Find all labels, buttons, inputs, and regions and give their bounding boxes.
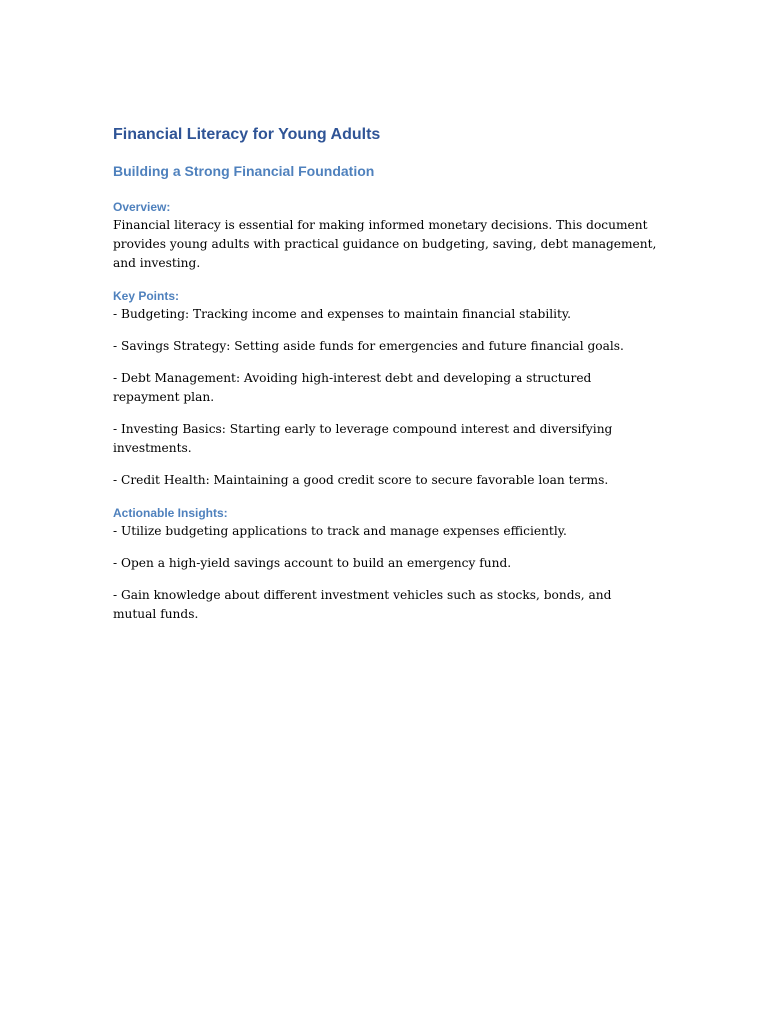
overview-text: Financial literacy is essential for making informed monetary decisions. This document provides young adults with practical guidance on budgeting, saving, debt management, and investing. — [113, 218, 657, 270]
insight-investment-vehicles: - Gain knowledge about different investment vehicles such as stocks, bonds, and mutual funds. — [113, 588, 612, 621]
key-point-debt-management: - Debt Management: Avoiding high-interest debt and developing a structured repayment plan. — [113, 371, 592, 404]
key-points-section — [113, 287, 658, 490]
key-point-budgeting: - Budgeting: Tracking income and expenses to maintain financial stability. — [113, 307, 572, 321]
key-point-investing-basics: - Investing Basics: Starting early to leverage compound interest and diversifying investments. — [113, 422, 613, 455]
actionable-insights-list — [113, 522, 658, 624]
key-points-heading: Key Points: — [113, 289, 180, 303]
document-page — [113, 124, 658, 624]
actionable-insights-heading: Actionable Insights: — [113, 506, 228, 520]
insight-savings-account: - Open a high-yield savings account to build an emergency fund. — [113, 556, 512, 570]
document-subtitle: Building a Strong Financial Foundation — [113, 163, 375, 179]
insight-budgeting-apps: - Utilize budgeting applications to track and manage expenses efficiently. — [113, 524, 567, 538]
actionable-insights-section — [113, 504, 658, 624]
key-point-credit-health: - Credit Health: Maintaining a good credit score to secure favorable loan terms. — [113, 473, 609, 487]
key-point-savings-strategy: - Savings Strategy: Setting aside funds for emergencies and future financial goals. — [113, 339, 624, 353]
document-title: Financial Literacy for Young Adults — [113, 126, 381, 143]
key-points-list — [113, 305, 658, 490]
overview-section — [113, 198, 658, 273]
overview-heading: Overview: — [113, 200, 171, 214]
